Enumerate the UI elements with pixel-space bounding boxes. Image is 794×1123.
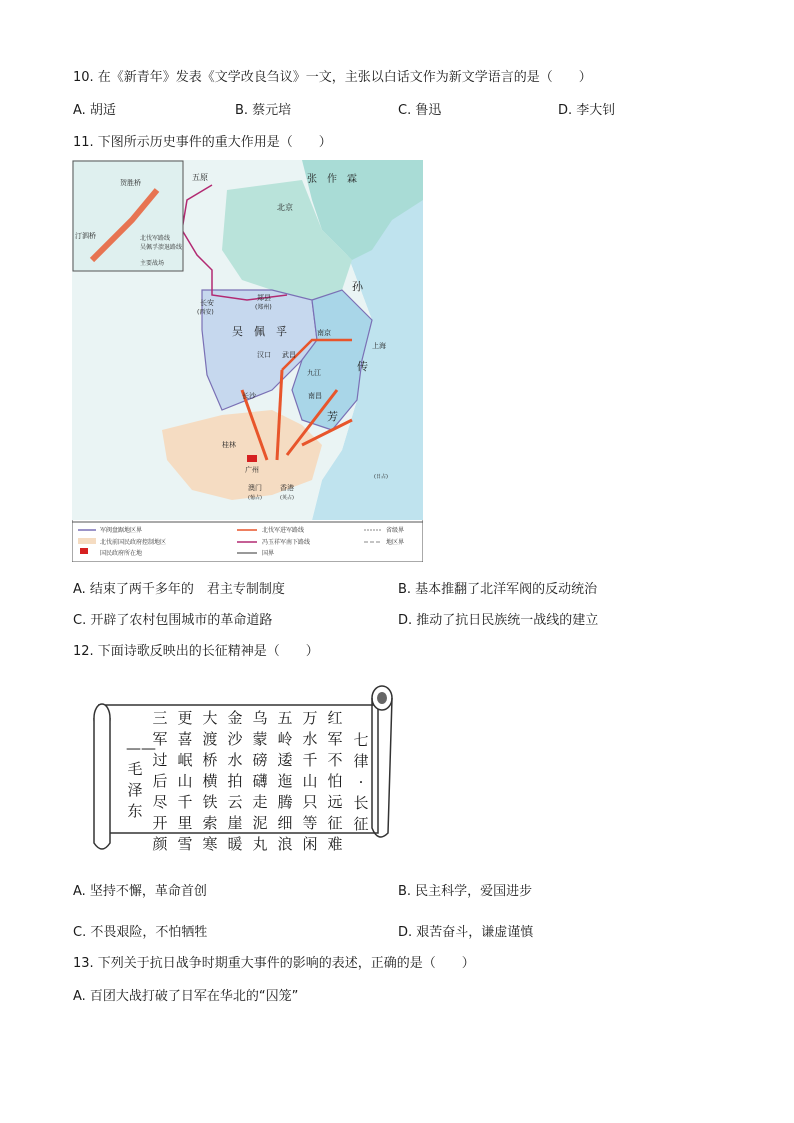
map-label-shanghai: 上海 xyxy=(372,342,386,350)
q12-option-a[interactable]: A. 坚持不懈，革命首创 xyxy=(73,884,207,899)
map-label-guangzhou: 广州 xyxy=(245,466,259,474)
map-label-taiwan-alt: (日占) xyxy=(374,474,388,480)
inset-label-heshengqiao: 贺胜桥 xyxy=(120,179,141,187)
map-label-zhang-zuolin: 张 作 霖 xyxy=(307,174,357,185)
q12-option-d[interactable]: D. 艰苦奋斗，谦虚谨慎 xyxy=(398,925,534,940)
q10-option-b[interactable]: B. 蔡元培 xyxy=(235,103,292,118)
q13-option-a[interactable]: A. 百团大战打破了日军在华北的“囚笼” xyxy=(73,989,299,1004)
question-12-stem: 12. 下面诗歌反映出的长征精神是（ ） xyxy=(73,644,319,659)
legend-government-seat: 国民政府所在地 xyxy=(100,550,143,557)
q11-option-a[interactable]: A. 结束了两千多年的 君主专制制度 xyxy=(73,582,285,597)
map-label-sun-2: 传 xyxy=(357,360,368,373)
map-label-xianggang-alt: (英占) xyxy=(280,495,294,501)
map-label-hankou: 汉口 xyxy=(257,351,271,359)
map-label-changsha: 长沙 xyxy=(242,392,256,400)
map-label-wuyuan: 五原 xyxy=(192,173,208,182)
legend-expedition-route: 北伐军进军路线 xyxy=(262,527,305,534)
legend-province-border: 省级界 xyxy=(386,527,405,534)
poem-author: ——毛泽东 xyxy=(126,739,156,820)
poem-line-4: 乌蒙磅礴走泥丸 xyxy=(252,709,268,853)
map-label-aomen: 澳门 xyxy=(248,484,262,492)
q12-option-b[interactable]: B. 民主科学，爱国进步 xyxy=(398,884,533,899)
inset-legend-1: 北伐军路线 xyxy=(140,235,171,242)
map-label-jiujiang: 九江 xyxy=(307,369,321,377)
map-label-wu-peifu: 吴 佩 孚 xyxy=(232,325,287,338)
poem-line-2: 万水千山只等闲 xyxy=(302,709,318,853)
q10-option-a[interactable]: A. 胡适 xyxy=(73,103,116,118)
map-label-sun-3: 芳 xyxy=(327,410,338,423)
map-label-changan-alt: (西安) xyxy=(197,309,214,316)
poem-line-6: 大渡桥横铁索寒 xyxy=(202,709,218,853)
poem-line-5: 金沙水拍云崖暖 xyxy=(227,709,243,853)
northern-expedition-map xyxy=(72,160,423,562)
legend-feng-route: 冯玉祥军南下路线 xyxy=(262,539,311,546)
q11-option-c[interactable]: C. 开辟了农村包围城市的革命道路 xyxy=(73,613,273,628)
map-label-xianggang: 香港 xyxy=(280,484,294,492)
map-label-nanjing: 南京 xyxy=(317,329,331,337)
map-label-aomen-alt: (葡占) xyxy=(248,495,262,501)
legend-nationalist-area: 北伐前国民政府控制地区 xyxy=(100,539,167,546)
question-11-stem: 11. 下图所示历史事件的重大作用是（ ） xyxy=(73,135,332,150)
legend-region-border: 地区界 xyxy=(386,539,405,546)
map-label-guilin: 桂林 xyxy=(222,441,236,449)
inset-label-tingsiqiao: 汀泗桥 xyxy=(75,232,96,240)
map-label-beijing: 北京 xyxy=(277,203,293,212)
q11-option-d[interactable]: D. 推动了抗日民族统一战线的建立 xyxy=(398,613,599,628)
inset-legend-3: 主要战场 xyxy=(140,260,165,267)
map-label-sun-1: 孙 xyxy=(352,280,363,293)
poem-line-1: 红军不怕远征难 xyxy=(327,709,343,853)
map-label-zhengxian: 郑县 xyxy=(257,294,271,302)
inset-legend-2: 吴佩孚溃退路线 xyxy=(140,244,183,251)
question-13-stem: 13. 下列关于抗日战争时期重大事件的影响的表述，正确的是（ ） xyxy=(73,956,475,971)
poem-title: 七律·长征 xyxy=(353,731,369,833)
map-label-zhengxian-alt: (郑州) xyxy=(255,304,272,311)
map-label-changan: 长安 xyxy=(200,299,214,307)
map-label-nanchang: 南昌 xyxy=(308,392,322,400)
q10-option-c[interactable]: C. 鲁迅 xyxy=(398,103,442,118)
poem-line-8: 三军过后尽开颜 xyxy=(152,709,168,853)
q10-option-d[interactable]: D. 李大钊 xyxy=(558,103,616,118)
map-label-wuchang: 武昌 xyxy=(282,351,296,359)
poem-line-7: 更喜岷山千里雪 xyxy=(177,709,193,853)
q12-option-c[interactable]: C. 不畏艰险，不怕牺牲 xyxy=(73,925,208,940)
q11-option-b[interactable]: B. 基本推翻了北洋军阀的反动统治 xyxy=(398,582,598,597)
legend-national-border: 国界 xyxy=(262,550,275,557)
poem-line-3: 五岭逶迤腾细浪 xyxy=(277,709,293,853)
question-10-stem: 10. 在《新青年》发表《文学改良刍议》一文，主张以白话文作为新文学语言的是（ ） xyxy=(73,70,592,85)
legend-warlord-border: 军阀盘踞地区界 xyxy=(100,527,143,534)
